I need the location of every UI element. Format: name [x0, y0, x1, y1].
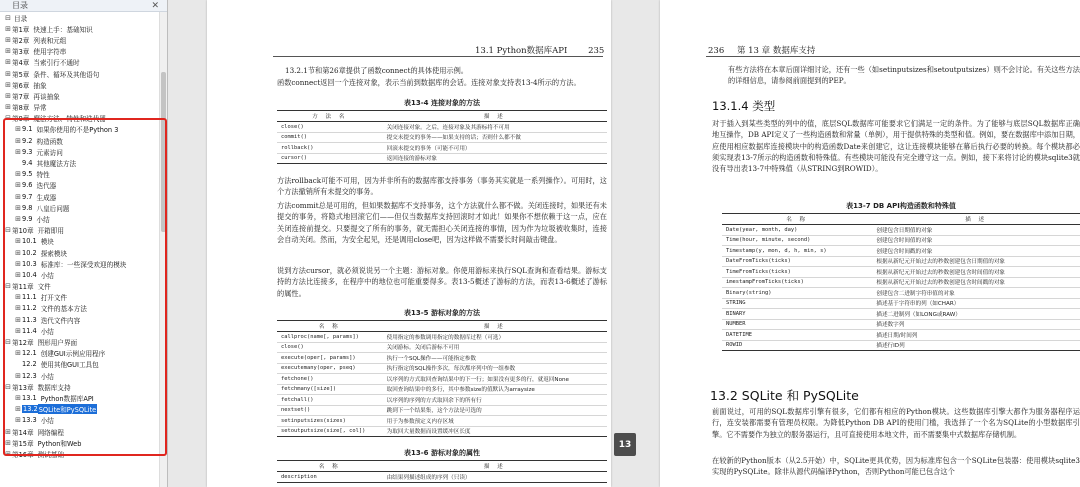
- outline-item[interactable]: [0, 269, 160, 280]
- running-head-right: 236 第 13 章 数据库支持: [708, 46, 816, 56]
- outline-item-label: 迭代器: [36, 182, 57, 191]
- expand-icon[interactable]: ⊞: [5, 449, 11, 458]
- outline-item-label: Python和Web: [37, 439, 82, 448]
- outline-item-number: 12.1: [22, 349, 37, 358]
- expand-icon[interactable]: ⊞: [15, 125, 21, 134]
- table-cell: Date(year, month, day): [722, 225, 872, 236]
- table-row: [277, 353, 607, 364]
- table-13-5-caption: 表13-5 游标对象的方法: [404, 309, 480, 317]
- table-row: [277, 472, 607, 483]
- outline-item[interactable]: [0, 12, 160, 23]
- table-cell: 描述数字列: [872, 319, 1080, 330]
- table-row: [722, 256, 1080, 267]
- table-cell: 由结果列描述组成的序列（只读）: [383, 472, 607, 483]
- outline-item-number: 第3章: [12, 48, 30, 57]
- outline-item[interactable]: [0, 157, 160, 168]
- outline-item-number: 9.8: [22, 203, 33, 212]
- running-head-left: 13.1 Python数据库API 235: [475, 46, 605, 56]
- paragraph: 方法commit总是可用的，但如果数据库不支持事务，这个方法就什么都不做。关闭连接时，如果还有未提交的事务，将隐式地回滚它们——但仅当数据库支持回滚时才如此！如果你不想依赖于这一点，应在关闭连接前提交。只要提交了所有的事务，就无需担心关闭连接的事情，因为作为垃圾被收集时，连接会自动关闭。然而，为安全起见，还是调用close吧，因为这样做不需要长时间敲击键盘。: [277, 201, 607, 244]
- outline-tree: [0, 12, 160, 487]
- expand-icon[interactable]: ⊞: [15, 416, 21, 425]
- expand-icon[interactable]: ⊞: [15, 393, 21, 402]
- outline-item[interactable]: [0, 135, 160, 146]
- collapse-icon[interactable]: ⊟: [5, 338, 11, 347]
- page-tab-badge[interactable]: 13: [614, 433, 636, 456]
- outline-item[interactable]: [0, 370, 160, 381]
- paragraph: 13.2.1节和第26章提供了函数connect的具体使用示例。: [285, 66, 468, 75]
- outline-item-number: 9.2: [22, 136, 33, 145]
- table-row: [722, 246, 1080, 257]
- outline-item[interactable]: [0, 34, 160, 45]
- table-row: [722, 330, 1080, 341]
- table-cell: close(): [277, 342, 383, 353]
- table-header-cell: 名 称: [277, 321, 383, 332]
- outline-item-number: 第9章: [12, 115, 30, 124]
- table-cell: commit(): [277, 132, 383, 143]
- table-row: [277, 426, 607, 437]
- outline-item-number: 11.2: [22, 304, 37, 313]
- expand-icon[interactable]: ⊞: [15, 371, 21, 380]
- table-13-4: [277, 110, 607, 164]
- expand-icon[interactable]: ⊞: [15, 203, 21, 212]
- table-header-cell: 描 述: [383, 461, 607, 472]
- outline-item[interactable]: [0, 113, 160, 124]
- table-cell: 提交未提交的事务——如果支持的话；否则什么都不做: [383, 132, 607, 143]
- outline-item-label: 标准库：一些深受欢迎的模块: [40, 260, 127, 269]
- outline-item-number: 第11章: [12, 283, 34, 292]
- table-cell: setinputsizes(sizes): [277, 416, 383, 427]
- table-cell: DATETIME: [722, 330, 872, 341]
- outline-item-label: 其他魔法方法: [36, 160, 77, 169]
- collapse-icon[interactable]: ⊟: [5, 382, 11, 391]
- table-header-cell: 名 称: [722, 214, 872, 225]
- table-row: [277, 374, 607, 385]
- table-cell: fetchmany([size]): [277, 384, 383, 395]
- table-row: [722, 298, 1080, 309]
- outline-item[interactable]: [0, 79, 160, 90]
- outline-item[interactable]: [0, 426, 160, 437]
- outline-item[interactable]: [0, 281, 160, 292]
- table-cell: 描述基于字符串的列（如CHAR）: [872, 298, 1080, 309]
- expand-icon[interactable]: ⊞: [15, 136, 21, 145]
- outline-item[interactable]: [0, 180, 160, 191]
- table-cell: 关闭游标。关闭后游标不可用: [383, 342, 607, 353]
- table-cell: 以序列的方式取回查询结果中的下一行；如果没有更多的行，就返回None: [383, 374, 607, 385]
- table-13-6-caption: 表13-6 游标对象的属性: [404, 449, 480, 457]
- table-row: [277, 342, 607, 353]
- outline-item[interactable]: [0, 448, 160, 459]
- expand-icon[interactable]: ⊞: [5, 69, 11, 78]
- outline-item-label: 使用其他GUI工具包: [40, 361, 99, 370]
- leaf-spacer: [14, 360, 22, 368]
- table-row: [277, 384, 607, 395]
- outline-item-label: 元素访问: [36, 148, 63, 157]
- table-cell: fetchone(): [277, 374, 383, 385]
- outline-item-number: 11.1: [22, 293, 37, 302]
- outline-item[interactable]: [0, 68, 160, 79]
- outline-item-number: 9.6: [22, 181, 33, 190]
- outline-item-number: 9.4: [22, 159, 33, 168]
- outline-item-number: 13.2: [23, 405, 38, 414]
- outline-item-number: 12.2: [22, 360, 37, 369]
- outline-item[interactable]: [0, 404, 160, 415]
- outline-item-label: 特性: [36, 171, 50, 180]
- table-row: [722, 277, 1080, 288]
- outline-item-label: 文件的基本方法: [40, 305, 87, 314]
- outline-item-number: 第4章: [12, 59, 30, 68]
- expand-icon[interactable]: ⊞: [15, 293, 21, 302]
- outline-item-label: 探索模块: [40, 249, 68, 258]
- outline-item[interactable]: [0, 381, 160, 392]
- table-header-cell: 描 述: [872, 214, 1080, 225]
- leaf-spacer: [14, 159, 22, 167]
- page-236: [660, 0, 1080, 487]
- paragraph: 在较新的Python版本（从2.5开始）中，SQLite更具优势，因为标准库包含一个SQLite包装器：使用模块sqlite3实现的PySQLite。除非从源代码编译Python，否则Python可能已包含这个: [712, 456, 1080, 477]
- table-13-6: [277, 460, 607, 483]
- table-13-5: [277, 320, 607, 437]
- table-cell: BINARY: [722, 309, 872, 320]
- outline-item[interactable]: [0, 325, 160, 336]
- outline-item-label: 小结: [40, 372, 54, 381]
- collapse-icon[interactable]: ⊟: [5, 226, 11, 235]
- outline-item-label: 测试基础: [37, 450, 64, 459]
- expand-icon[interactable]: ⊞: [5, 24, 11, 33]
- page-number-236: 236: [708, 46, 725, 56]
- expand-icon[interactable]: ⊞: [5, 80, 11, 89]
- outline-item-label: 开箱即用: [37, 227, 64, 236]
- outline-item-number: 第1章: [12, 25, 30, 34]
- table-cell: rollback(): [277, 143, 383, 154]
- outline-item-number: 10.4: [22, 270, 37, 279]
- outline-item-number: 13.3: [22, 416, 37, 425]
- table-cell: 执行一个SQL操作——可能指定参数: [383, 353, 607, 364]
- table-cell: 描述二进制列（如LONG或RAW）: [872, 309, 1080, 320]
- table-row: [277, 363, 607, 374]
- outline-item-label: 八皇后问题: [36, 204, 70, 213]
- expand-icon[interactable]: ⊞: [15, 192, 21, 201]
- outline-item[interactable]: [0, 359, 160, 370]
- expand-icon[interactable]: ⊞: [15, 147, 21, 156]
- outline-item-number: 10.2: [22, 248, 37, 257]
- outline-item-number: 9.9: [22, 214, 33, 223]
- table-header-cell: 方 法 名: [277, 111, 383, 122]
- table-cell: execute(oper[, params]): [277, 353, 383, 364]
- table-cell: Time(hour, minute, second): [722, 235, 872, 246]
- table-cell: 以序列的序列的方式取回余下的所有行: [383, 395, 607, 406]
- table-cell: ROWID: [722, 340, 872, 351]
- table-row: [722, 309, 1080, 320]
- outline-item[interactable]: [0, 415, 160, 426]
- table-row: [722, 319, 1080, 330]
- page-number-235: 235: [588, 46, 605, 56]
- table-cell: description: [277, 472, 383, 483]
- expand-icon[interactable]: ⊞: [5, 103, 11, 112]
- outline-item[interactable]: [0, 124, 160, 135]
- outline-item[interactable]: [0, 247, 160, 258]
- collapse-icon[interactable]: ⊟: [5, 282, 11, 291]
- outline-item-number: 12.3: [22, 371, 37, 380]
- outline-item-number: 10.1: [22, 237, 37, 246]
- section-heading-13-1-4: 13.1.4 类型: [712, 99, 776, 113]
- outline-item-number: 9.1: [22, 125, 33, 134]
- table-header-cell: 名 称: [277, 461, 383, 472]
- outline-item[interactable]: [0, 392, 160, 403]
- outline-item-number: 第7章: [12, 92, 30, 101]
- outline-item-label: 条件、循环及其他语句: [33, 70, 100, 79]
- table-row: [722, 235, 1080, 246]
- paragraph: 对于插入到某些类型的列中的值，底层SQL数据库可能要求它们满足一定的条件。为了能够与底层SQL数据库正确地互操作，DB API定义了一些构造函数和常量（单例），用于提供特殊的类型和值。例如，要在数据库中添加日期，应使用相应数据库连接模块中的构造函数Date来创建它，这让连接模块能够在幕后执行必要的转换。每个模块都必须实现表13-7所示的构造函数和特殊值。有些模块可能没有完全遵守这一点。例如，接下来将讨论的模块sqlite3就没有导出表13-7中特殊值（从STRING到ROWID）。: [712, 119, 1080, 174]
- table-cell: DateFromTicks(ticks): [722, 256, 872, 267]
- outline-item-number: 第2章: [12, 36, 30, 45]
- outline-item[interactable]: [0, 303, 160, 314]
- table-row: [277, 122, 607, 133]
- outline-item-number: 10.3: [22, 259, 37, 268]
- table-cell: TimeFromTicks(ticks): [722, 267, 872, 278]
- outline-item[interactable]: [0, 23, 160, 34]
- table-cell: 取回查询结果中的多行，其中参数size的值默认为arraysize: [383, 384, 607, 395]
- outline-item-number: 第8章: [12, 104, 30, 113]
- expand-icon[interactable]: ⊞: [5, 438, 11, 447]
- table-cell: imestampFromTicks(ticks): [722, 277, 872, 288]
- outline-item-number: 第12章: [12, 339, 34, 348]
- outline-scroll-thumb[interactable]: [161, 72, 166, 232]
- table-cell: Timestamp(y, mon, d, h, min, s): [722, 246, 872, 257]
- expand-icon[interactable]: ⊞: [5, 58, 11, 67]
- outline-item-number: 9.7: [22, 192, 33, 201]
- outline-item-label: 魔法方法、特性和迭代器: [33, 115, 106, 124]
- outline-scrollbar[interactable]: [159, 12, 167, 487]
- table-cell: 描述行ID列: [872, 340, 1080, 351]
- outline-item[interactable]: [0, 57, 160, 68]
- outline-item-label: 再谈抽象: [33, 92, 60, 101]
- expand-icon[interactable]: ⊞: [15, 315, 21, 324]
- table-cell: 使用指定的参数调用指定的数据库过程（可选）: [383, 332, 607, 343]
- table-row: [722, 340, 1080, 351]
- paragraph: 有些方法将在本章后面详细讨论，还有一些（如setinputsizes和setoutputsizes）则不会讨论。有关这些方法的详细信息，请参阅前面提到的PEP。: [728, 65, 1080, 86]
- table-cell: executemany(oper, pseq): [277, 363, 383, 374]
- outline-item[interactable]: [0, 146, 160, 157]
- table-cell: fetchall(): [277, 395, 383, 406]
- outline-item[interactable]: [0, 292, 160, 303]
- table-row: [722, 225, 1080, 236]
- outline-item-label: 小结: [36, 215, 50, 224]
- table-cell: 执行指定的SQL操作多次，每次都序列中的一组参数: [383, 363, 607, 374]
- table-cell: 创建包含时间戳的对象: [872, 246, 1080, 257]
- outline-item-number: 13.1: [22, 393, 37, 402]
- outline-item-number: 第14章: [12, 428, 34, 437]
- table-header-cell: 描 述: [383, 111, 607, 122]
- table-cell: STRING: [722, 298, 872, 309]
- section-heading-13-2: 13.2 SQLite 和 PySQLite: [710, 388, 859, 403]
- table-row: [277, 132, 607, 143]
- paragraph: 方法rollback可能不可用，因为并非所有的数据库都支持事务（事务其实就是一系列操作）。可用时，这个方法撤销所有未提交的事务。: [277, 176, 607, 197]
- table-cell: 根据从新纪元开始过去的秒数创建包含时间值的对象: [872, 267, 1080, 278]
- table-cell: 返回连接的游标对象: [383, 153, 607, 164]
- expand-icon[interactable]: ⊞: [15, 349, 21, 358]
- outline-item-label: 小结: [40, 271, 54, 280]
- expand-icon[interactable]: ⊞: [5, 91, 11, 100]
- table-cell: 关闭连接对象。之后，连接对象及其游标将不可用: [383, 122, 607, 133]
- outline-item-label: 列表和元组: [33, 36, 67, 45]
- table-13-7: [722, 213, 1080, 351]
- outline-item-label: 小结: [40, 327, 54, 336]
- outline-item[interactable]: [0, 213, 160, 224]
- outline-item[interactable]: [0, 102, 160, 113]
- outline-item[interactable]: [0, 348, 160, 359]
- outline-item[interactable]: [0, 90, 160, 101]
- table-13-7-caption: 表13-7 DB API构造函数和特殊值: [846, 202, 956, 210]
- table-cell: 创建包含时间值的对象: [872, 235, 1080, 246]
- outline-item-label: 抽象: [33, 81, 47, 90]
- outline-item-label: 异常: [33, 104, 47, 113]
- outline-item-number: 11.3: [22, 315, 37, 324]
- outline-item-number: 第16章: [12, 450, 34, 459]
- outline-item[interactable]: [0, 46, 160, 57]
- expand-icon[interactable]: ⊞: [15, 181, 21, 190]
- table-cell: 描述日期/时间列: [872, 330, 1080, 341]
- table-row: [277, 405, 607, 416]
- outline-item-number: 9.5: [22, 170, 33, 179]
- table-cell: 为取回大量数据而设置缓冲区长度: [383, 426, 607, 437]
- outline-item[interactable]: [0, 191, 160, 202]
- table-row: [722, 288, 1080, 299]
- outline-item-label: 当索引行不通时: [33, 59, 80, 68]
- expand-icon[interactable]: ⊞: [15, 270, 21, 279]
- paragraph: 前面说过，可用的SQL数据库引擎有很多，它们都有相应的Python模块。这些数据库引擎大都作为服务器程序运行，连安装都需要有管理员权限。为降低Python DB API的使用门槛，我选择了一个名为SQLite的小型数据库引擎。它不需要作为独立的服务器运行，且可直接使用本地文件，而不需要集中式数据库存储机制。: [712, 407, 1080, 439]
- table-cell: cursor(): [277, 153, 383, 164]
- expand-icon[interactable]: ⊞: [15, 326, 21, 335]
- outline-item-label: 模块: [40, 238, 54, 247]
- outline-item-label: 构造函数: [36, 137, 63, 146]
- outline-item-label: 数据库支持: [37, 383, 71, 392]
- table-row: [277, 395, 607, 406]
- outline-item-number: 11.4: [22, 326, 37, 335]
- outline-item-label: 图形用户界面: [37, 339, 78, 348]
- table-cell: 跳到下一个结果集，这个方法是可选的: [383, 405, 607, 416]
- outline-item-label: 生成器: [36, 193, 57, 202]
- outline-item-label: 快速上手：基础知识: [33, 25, 93, 34]
- close-icon[interactable]: ✕: [151, 1, 159, 11]
- table-cell: close(): [277, 122, 383, 133]
- outline-item-label: 打开文件: [40, 294, 68, 303]
- outline-item-label: 网络编程: [37, 428, 64, 437]
- table-cell: 创建包含二进制字符串值的对象: [872, 288, 1080, 299]
- outline-item-label: Python数据库API: [40, 394, 94, 403]
- collapse-icon[interactable]: ⊟: [5, 114, 11, 123]
- outline-item-label: 迭代文件内容: [40, 316, 81, 325]
- outline-item-number: 第13章: [12, 383, 34, 392]
- outline-title: 目录: [12, 1, 28, 10]
- expand-icon[interactable]: ⊞: [15, 248, 21, 257]
- outline-item-label: 使用字符串: [33, 48, 67, 57]
- outline-item[interactable]: [0, 202, 160, 213]
- outline-item[interactable]: [0, 169, 160, 180]
- expand-icon[interactable]: ⊞: [15, 237, 21, 246]
- outline-item-label: 如果你使用的不是Python 3: [36, 126, 119, 135]
- outline-item-number: 第15章: [12, 439, 34, 448]
- paragraph: 函数connect返回一个连接对象，表示当前到数据库的会话。连接对象支持表13-4所示的方法。: [277, 78, 581, 87]
- outline-item[interactable]: [0, 258, 160, 269]
- table-cell: setoutputsize(size[, col]): [277, 426, 383, 437]
- table-13-4-caption: 表13-4 连接对象的方法: [404, 99, 480, 107]
- table-cell: 根据从新纪元开始过去的秒数创建包含日期值的对象: [872, 256, 1080, 267]
- running-head-rule: [273, 56, 603, 57]
- outline-item-number: 第6章: [12, 81, 30, 90]
- outline-header: [0, 0, 167, 12]
- table-row: [277, 153, 607, 164]
- table-cell: callproc(name[, params]): [277, 332, 383, 343]
- outline-item[interactable]: [0, 225, 160, 236]
- expand-icon[interactable]: ⊞: [5, 47, 11, 56]
- outline-item-label: 目录: [14, 14, 28, 23]
- outline-panel: [0, 0, 168, 487]
- table-row: [722, 267, 1080, 278]
- outline-item[interactable]: [0, 437, 160, 448]
- expand-icon[interactable]: ⊞: [15, 405, 21, 414]
- outline-item-number: 第10章: [12, 227, 34, 236]
- outline-item[interactable]: [0, 314, 160, 325]
- paragraph: 说到方法cursor，就必须说说另一个主题：游标对象。你使用游标来执行SQL查询和查看结果。游标支持的方法比连接多，在程序中的地位也可能重要得多。表13-5概述了游标的方法，而表13-6概述了游标的属性。: [277, 266, 607, 298]
- table-cell: Binary(string): [722, 288, 872, 299]
- outline-item-label: SQLite和PySQLite: [38, 406, 97, 415]
- expand-icon[interactable]: ⊞: [5, 427, 11, 436]
- outline-item[interactable]: [0, 236, 160, 247]
- expand-icon[interactable]: ⊞: [15, 259, 21, 268]
- table-cell: 用于为参数预定义内存区域: [383, 416, 607, 427]
- table-cell: 回滚未提交的事务（可能不可用）: [383, 143, 607, 154]
- outline-item[interactable]: [0, 336, 160, 347]
- table-header-cell: 描 述: [383, 321, 607, 332]
- outline-item-number: 第5章: [12, 70, 30, 79]
- outline-item-label: 文件: [37, 283, 51, 292]
- running-head-rule: [706, 56, 1080, 57]
- expand-icon[interactable]: ⊞: [5, 35, 11, 44]
- table-cell: NUMBER: [722, 319, 872, 330]
- table-row: [277, 416, 607, 427]
- outline-item-label: 小结: [40, 417, 54, 426]
- table-row: [277, 143, 607, 154]
- outline-item-number: 9.3: [22, 147, 33, 156]
- collapse-icon[interactable]: ⊟: [5, 13, 11, 22]
- table-row: [277, 332, 607, 343]
- expand-icon[interactable]: ⊞: [15, 214, 21, 223]
- expand-icon[interactable]: ⊞: [15, 304, 21, 313]
- table-cell: nextset(): [277, 405, 383, 416]
- page-235: [207, 0, 611, 487]
- expand-icon[interactable]: ⊞: [15, 170, 21, 179]
- table-cell: 根据从新纪元开始过去的秒数创建包含时间戳的对象: [872, 277, 1080, 288]
- outline-item-label: 创建GUI示例应用程序: [40, 350, 106, 359]
- table-cell: 创建包含日期值的对象: [872, 225, 1080, 236]
